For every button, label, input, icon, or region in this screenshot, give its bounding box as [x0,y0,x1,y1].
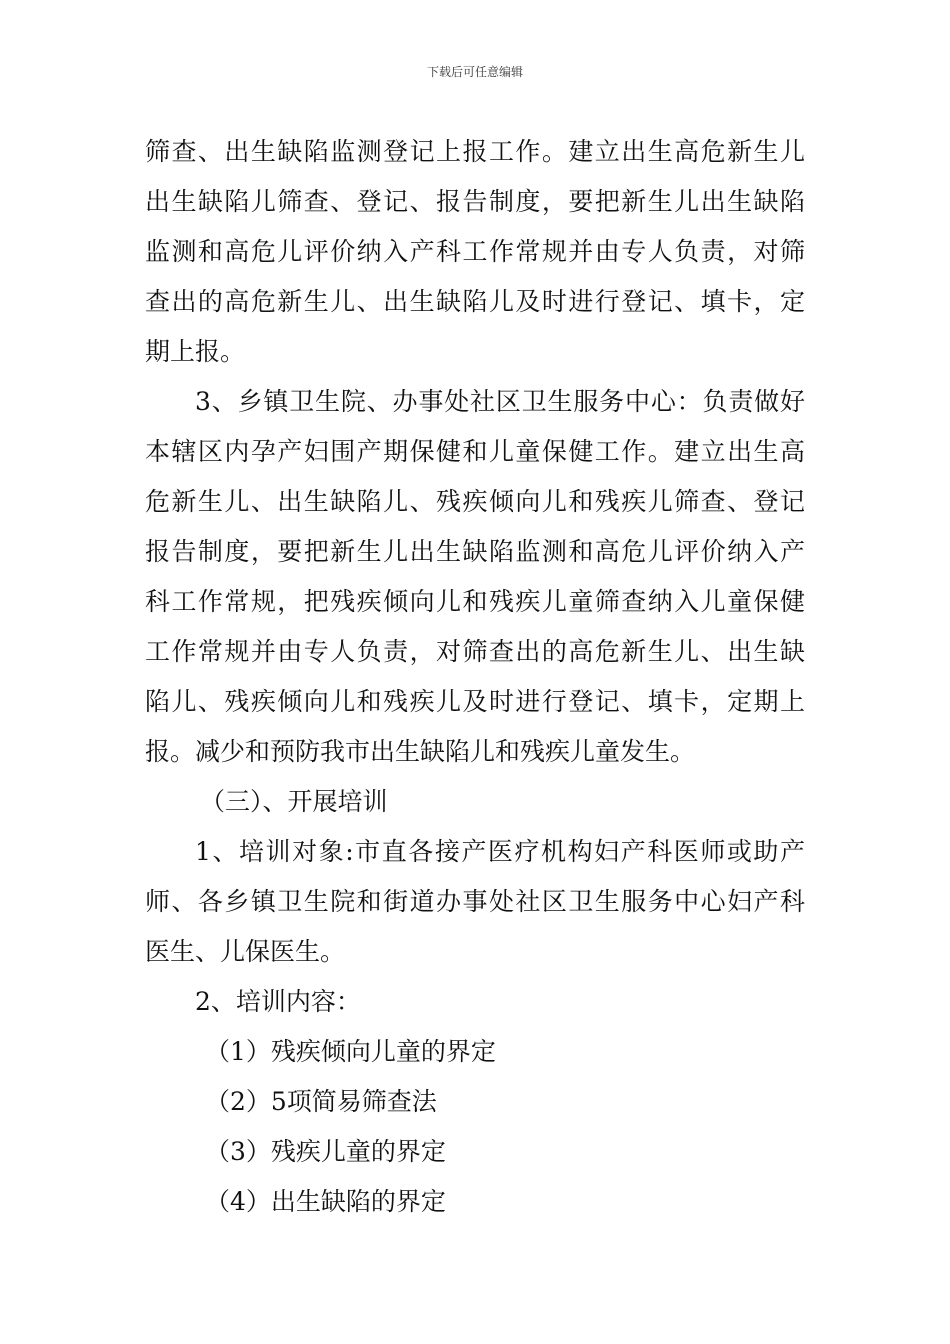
paragraph-item-1-heading: 1、培训对象:市直各接产医疗机构妇产科医师或助产 [195,837,805,866]
list-item: （3）残疾儿童的界定 [205,1137,446,1166]
paragraph-item-3-heading: 3、乡镇卫生院、办事处社区卫生服务中心：负责做好 [195,387,805,416]
text-line: 筛查、出生缺陷监测登记上报工作。建立出生高危新生儿 [145,137,805,166]
list-item: （1）残疾倾向儿童的界定 [205,1037,496,1066]
text-line: 本辖区内孕产妇围产期保健和儿童保健工作。建立出生高 [145,437,805,466]
paragraph-item-2-heading: 2、培训内容： [195,987,361,1016]
page-header: 下载后可任意编辑 [426,65,523,79]
text-line: 期上报。 [145,337,246,366]
text-line: 陷儿、残疾倾向儿和残疾儿及时进行登记、填卡，定期上 [145,687,805,716]
text-line: 科工作常规，把残疾倾向儿和残疾儿童筛查纳入儿童保健 [145,587,805,616]
text-line: 工作常规并由专人负责，对筛查出的高危新生儿、出生缺 [145,637,805,666]
list-item: （4）出生缺陷的界定 [205,1187,446,1216]
text-line: 查出的高危新生儿、出生缺陷儿及时进行登记、填卡，定 [145,287,805,316]
text-line: 报告制度，要把新生儿出生缺陷监测和高危儿评价纳入产 [145,537,805,566]
document-body [145,127,805,1227]
text-line: 危新生儿、出生缺陷儿、残疾倾向儿和残疾儿筛查、登记 [145,487,805,516]
text-line: 出生缺陷儿筛查、登记、报告制度，要把新生儿出生缺陷 [145,187,805,216]
section-heading: （三）、开展培训 [200,787,388,816]
text-line: 师、各乡镇卫生院和街道办事处社区卫生服务中心妇产科 [145,887,805,916]
text-line: 医生、儿保医生。 [145,937,346,966]
text-line: 报。减少和预防我市出生缺陷儿和残疾儿童发生。 [145,737,696,766]
list-item: （2）5项简易筛查法 [205,1087,437,1116]
text-line: 监测和高危儿评价纳入产科工作常规并由专人负责，对筛 [145,237,805,266]
